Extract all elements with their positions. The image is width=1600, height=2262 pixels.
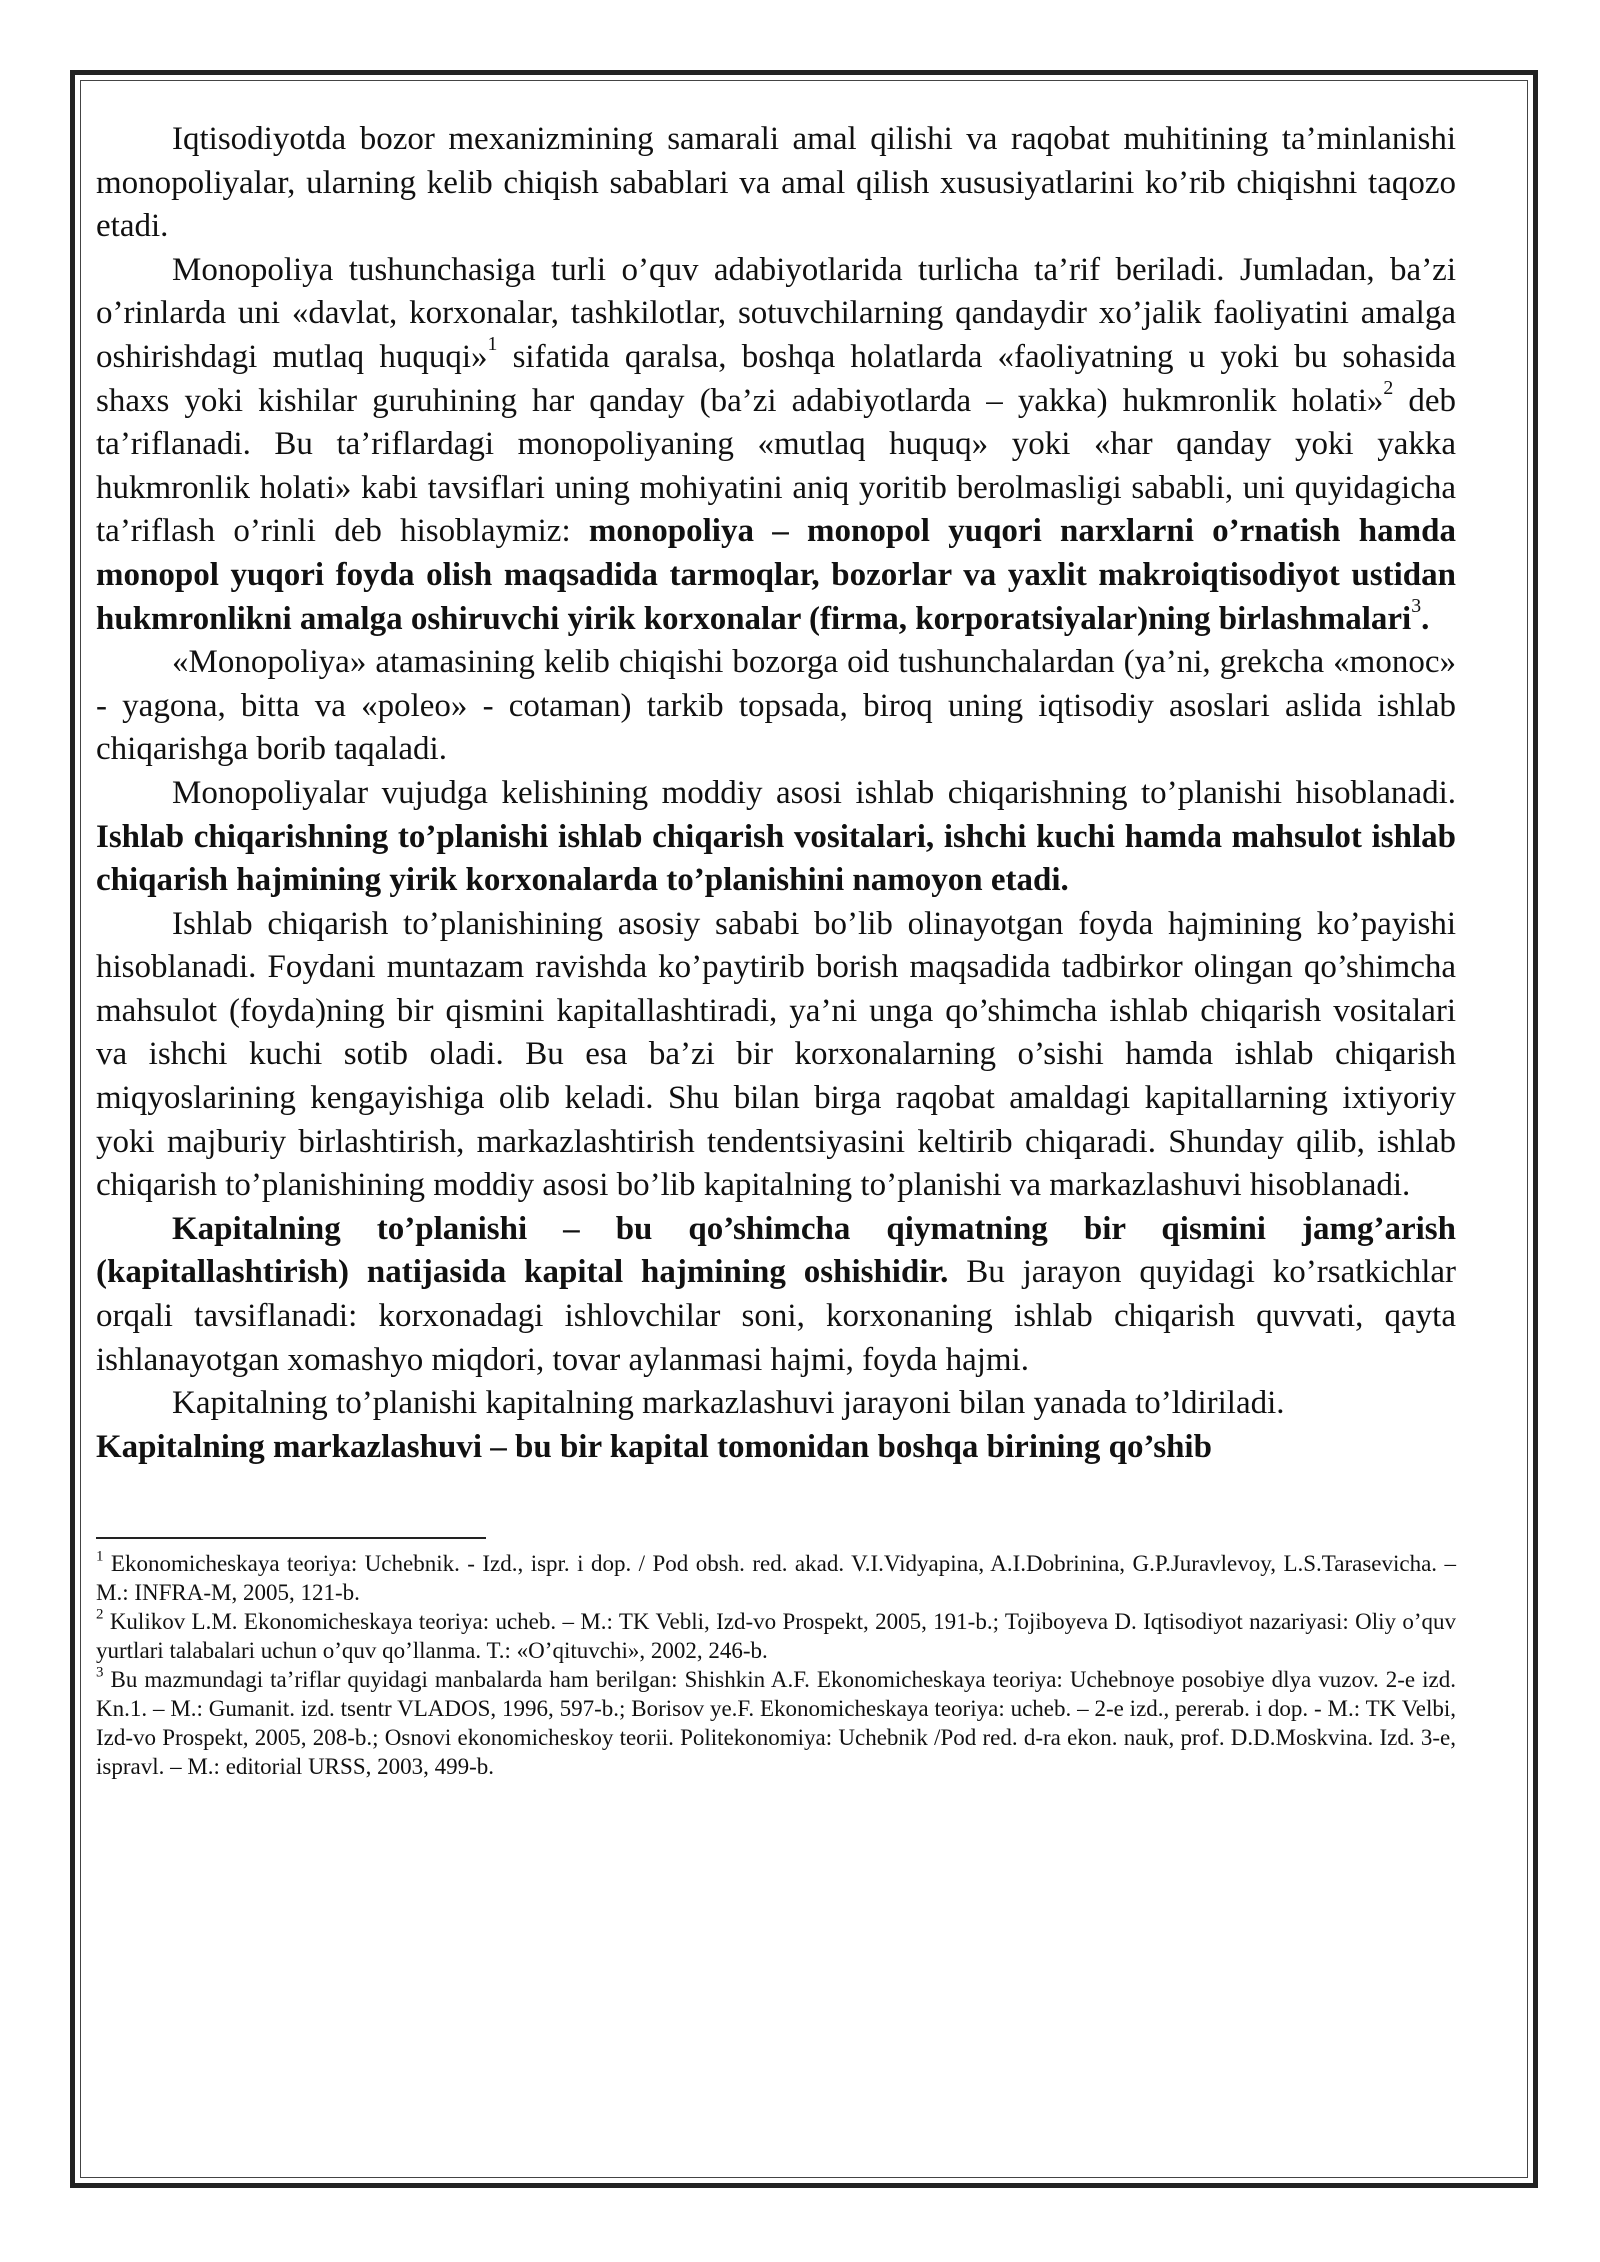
text-run: Iqtisodiyotda bozor mexanizmining samarali amal qilishi va raqobat muhitining ta’minlanishi monopoliyalar, ularning kelib chiqish sabablari va amal qilish xususiyatlarini ko’rib chiqishni taqozo etadi.: [96, 121, 1456, 245]
footnote-ref: 2: [1383, 376, 1394, 399]
text-run: Ishlab chiqarish to’planishining asosiy sababi bo’lib olinayotgan foyda hajmining ko’payishi hisoblanadi. Foydani muntazam ravishda ko’paytirib borish maqsadida tadbirkor olingan qo’shimcha mahsulot (foyda)ning bir qismini kapitallashtiradi, ya’ni unga qo’shimcha ishlab chiqarish vositalari va ishchi kuchi sotib oladi. Bu esa ba’zi bir korxonalarning o’sishi hamda ishlab chiqarish miqyoslarining kengayishiga olib keladi. Shu bilan birga raqobat amaldagi kapitallarning ixtiyoriy yoki majburiy birlashtirish, markazlashtirish tendentsiyasini keltirib chiqaradi. Shunday qilib, ishlab chiqarish to’planishining moddiy asosi bo’lib kapitalning to’planishi va markazlashuvi hisoblanadi.: [96, 905, 1456, 1204]
footnote-number: 2: [96, 1606, 104, 1623]
footnotes: [96, 1549, 1456, 1781]
footnote-separator: [96, 1537, 486, 1539]
footnote-fn3: [96, 1665, 1456, 1781]
paragraph-p6: [96, 1208, 1456, 1382]
footnote-text: Kulikov L.M. Ekonomicheskaya teoriya: ucheb. – M.: TK Vebli, Izd-vo Prospekt, 2005, 191-b.; Tojiboyeva D. Iqtisodiyot nazariyasi: Oliy o’quv yurtlari talabalari uchun o’quv qo’llanma. T.: «O’qituvchi», 2002, 246-b.: [96, 1609, 1456, 1664]
footnote-fn2: [96, 1607, 1456, 1665]
footnote-text: Bu mazmundagi ta’riflar quyidagi manbalarda ham berilgan: Shishkin A.F. Ekonomicheskaya teoriya: Uchebnoye posobiye dlya vuzov. 2-e izd. Kn.1. – M.: Gumanit. izd. tsentr VLADOS, 1996, 597-b.; Borisov ye.F. Ekonomicheskaya teoriya: ucheb. – 2-e izd., pererab. i dop. - M.: TK Velbi, Izd-vo Prospekt, 2005, 208-b.; Osnovi ekonomicheskoy teorii. Politekonomiya: Uchebnik /Pod red. d-ra ekon. nauk, prof. D.D.Moskvina. Izd. 3-e, ispravl. – M.: editorial URSS, 2003, 499-b.: [96, 1667, 1456, 1780]
text-run: «Monopoliya» atamasining kelib chiqishi bozorga oid tushunchalardan (ya’ni, grekcha «monoc» - yagona, bitta va «poleo» - cotaman) tarkib topsada, biroq uning iqtisodiy asoslari aslida ishlab chiqarishga borib taqaladi.: [96, 644, 1456, 768]
paragraph-p3: [96, 641, 1456, 772]
text-run: sifatida qaralsa, boshqa holatlarda «faoliyatning u yoki bu sohasida shaxs yoki kishilar guruhining har qanday (ba’zi adabiyotlarda – yakka) hukmronlik holati»: [96, 338, 1456, 419]
text-run: Bu jarayon quyidagi ko’rsatkichlar orqali tavsiflanadi: korxonadagi ishlovchilar soni, korxonaning ishlab chiqarish quvvati, qayta ishlanayotgan xomashyo miqdori, tovar aylanmasi hajmi, foyda hajmi.: [96, 1254, 1457, 1378]
body-text: [96, 118, 1456, 1469]
bold-text-run: Kapitalning to’planishi – bu qo’shimcha qiymatning bir qismini jamg’arish (kapitallashtirish) natijasida kapital hajmining oshishidir.: [96, 1210, 1456, 1291]
text-run: Monopoliya tushunchasiga turli o’quv adabiyotlarida turlicha ta’rif beriladi. Jumladan, ba’zi o’rinlarda uni «davlat, korxonalar, tashkilotlar, sotuvchilarning qandaydir xo’jalik faoliyatini amalga oshirishdagi mutlaq huquqi»: [96, 251, 1456, 375]
footnote-ref: 1: [487, 333, 498, 356]
bold-text-run: .: [1421, 600, 1430, 637]
bold-text-run: monopoliya – monopol yuqori narxlarni o’rnatish hamda monopol yuqori foyda olish maqsadida tarmoqlar, bozorlar va yaxlit makroiqtisodiyot ustidan hukmronlikni amalga oshiruvchi yirik korxonalar (firma, korporatsiyalar)ning birlashmalari: [96, 513, 1457, 637]
footnote-ref: 3: [1411, 594, 1422, 617]
page-content: [96, 118, 1456, 1781]
footnote-text: Ekonomicheskaya teoriya: Uchebnik. - Izd., ispr. i dop. / Pod obsh. red. akad. V.I.Vidyapina, A.I.Dobrinina, G.P.Juravlevoy, L.S.Tarasevicha. – M.: INFRA-M, 2005, 121-b.: [96, 1551, 1456, 1606]
paragraph-p7: [96, 1382, 1456, 1426]
bold-text-run: Ishlab chiqarishning to’planishi ishlab chiqarish vositalari, ishchi kuchi hamda mahsulot ishlab chiqarish hajmining yirik korxonalarda to’planishini namoyon etadi.: [96, 818, 1456, 899]
paragraph-p1: [96, 118, 1456, 249]
paragraph-p4: [96, 772, 1456, 903]
footnote-number: 3: [96, 1664, 104, 1681]
footnote-fn1: [96, 1549, 1456, 1607]
text-run: Kapitalning to’planishi kapitalning markazlashuvi jarayoni bilan yanada to’ldiriladi.: [172, 1385, 1285, 1422]
bold-text-run: Kapitalning markazlashuvi – bu bir kapital tomonidan boshqa birining qo’shib: [96, 1428, 1212, 1465]
text-run: Monopoliyalar vujudga kelishining moddiy asosi ishlab chiqarishning to’planishi hisoblanadi.: [172, 774, 1456, 811]
paragraph-p8: [96, 1426, 1456, 1470]
footnote-number: 1: [96, 1548, 104, 1565]
paragraph-p5: [96, 903, 1456, 1208]
paragraph-p2: [96, 249, 1456, 641]
text-run: deb ta’riflanadi. Bu ta’riflardagi monopoliyaning «mutlaq huquq» yoki «har qanday yoki yakka hukmronlik holati» kabi tavsiflari uning mohiyatini aniq yoritib berolmasligi sababli, uni quyidagicha ta’riflash o’rinli deb hisoblaymiz:: [96, 382, 1456, 550]
